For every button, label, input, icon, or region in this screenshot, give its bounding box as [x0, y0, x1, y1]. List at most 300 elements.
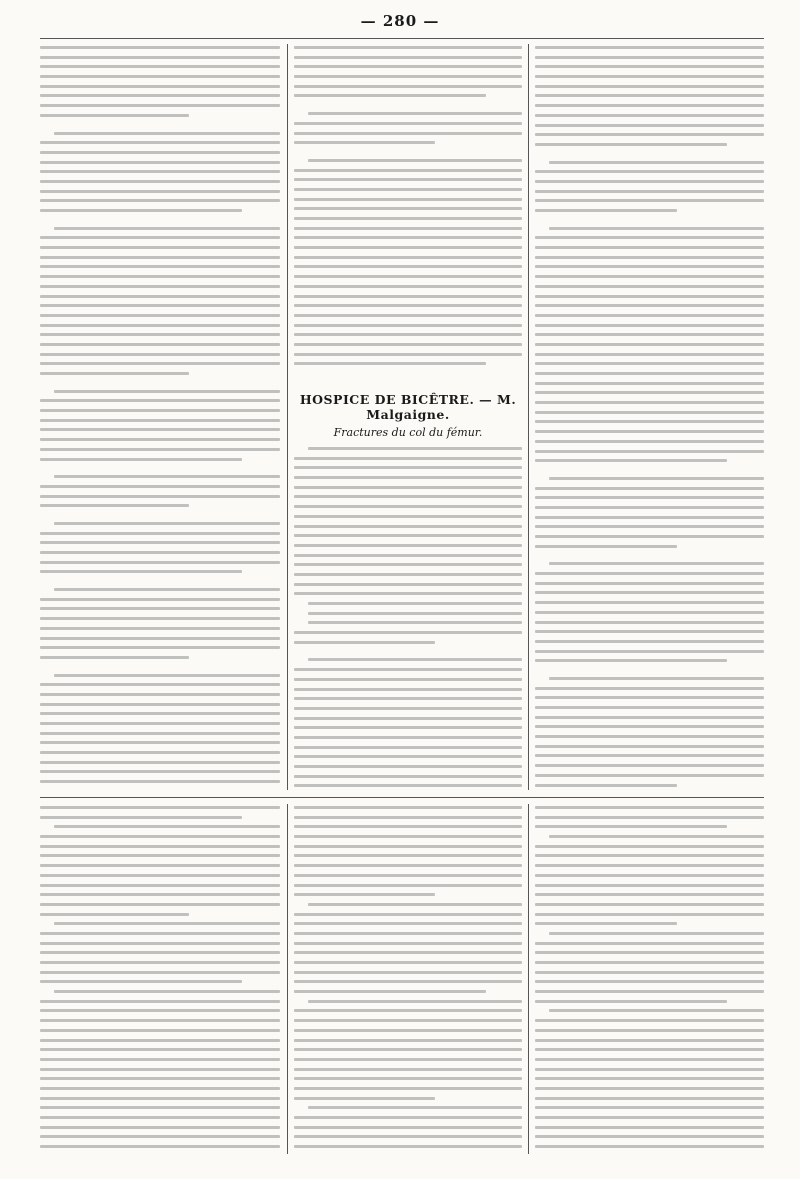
- text-line-placeholder: [535, 754, 764, 757]
- text-line-placeholder: [40, 75, 280, 78]
- text-line-placeholder: [294, 178, 522, 181]
- text-line-placeholder: [40, 343, 280, 346]
- text-line-placeholder: [294, 874, 522, 877]
- text-line-placeholder: [535, 961, 764, 964]
- text-line-placeholder: [294, 717, 522, 720]
- text-line-placeholder: [535, 1019, 764, 1022]
- text-line-placeholder: [535, 706, 764, 709]
- text-line-placeholder: [40, 806, 280, 809]
- text-line-placeholder: [535, 1000, 727, 1003]
- text-line-placeholder: [535, 806, 764, 809]
- text-line-placeholder: [535, 114, 764, 117]
- text-line-placeholder: [40, 854, 280, 857]
- text-line-placeholder: [294, 961, 522, 964]
- text-line-placeholder: [40, 65, 280, 68]
- text-line-placeholder: [535, 382, 764, 385]
- text-line-placeholder: [294, 1116, 522, 1119]
- page-number: — 280 —: [360, 12, 440, 30]
- text-line-placeholder: [40, 532, 280, 535]
- text-line-placeholder: [294, 486, 522, 489]
- text-line-placeholder: [294, 217, 522, 220]
- text-line-placeholder: [294, 265, 522, 268]
- text-line-placeholder: [40, 893, 280, 896]
- paragraph-gap: [294, 104, 522, 112]
- text-line-placeholder: [535, 104, 764, 107]
- text-line-placeholder: [294, 1048, 522, 1051]
- text-line-placeholder: [40, 304, 280, 307]
- text-line-placeholder: [294, 1068, 522, 1071]
- text-line-placeholder: [535, 420, 764, 423]
- text-line-placeholder: [294, 641, 435, 644]
- text-line-placeholder: [40, 419, 280, 422]
- text-line-placeholder: [294, 132, 522, 135]
- text-line-placeholder: [294, 1097, 435, 1100]
- text-line-placeholder: [535, 913, 764, 916]
- text-line-placeholder: [294, 343, 522, 346]
- text-line-placeholder: [40, 295, 280, 298]
- text-line-placeholder: [535, 1097, 764, 1100]
- text-line-placeholder: [40, 845, 280, 848]
- text-line-placeholder: [535, 46, 764, 49]
- text-line-placeholder: [308, 1106, 522, 1109]
- text-line-placeholder: [535, 324, 764, 327]
- text-line-placeholder: [40, 324, 280, 327]
- text-line-placeholder: [40, 104, 280, 107]
- text-line-placeholder: [40, 399, 280, 402]
- text-line-placeholder: [294, 56, 522, 59]
- text-line-placeholder: [294, 775, 522, 778]
- text-line-placeholder: [535, 716, 764, 719]
- text-line-placeholder: [40, 1087, 280, 1090]
- paragraph-gap: [294, 650, 522, 658]
- text-line-placeholder: [54, 522, 280, 525]
- text-line-placeholder: [294, 755, 522, 758]
- text-line-placeholder: [54, 475, 280, 478]
- text-line-placeholder: [40, 732, 280, 735]
- text-line-placeholder: [40, 409, 280, 412]
- paragraph-gap: [40, 382, 280, 390]
- text-line-placeholder: [535, 304, 764, 307]
- text-line-placeholder: [535, 1087, 764, 1090]
- text-line-placeholder: [40, 1077, 280, 1080]
- text-line-placeholder: [40, 1106, 280, 1109]
- text-line-placeholder: [294, 583, 522, 586]
- section-divider: [40, 797, 764, 798]
- header-rule: [40, 38, 764, 39]
- text-line-placeholder: [535, 401, 764, 404]
- bottom-middle-column: [294, 806, 522, 1154]
- text-line-placeholder: [535, 353, 764, 356]
- text-line-placeholder: [294, 75, 522, 78]
- text-line-placeholder: [535, 170, 764, 173]
- text-line-placeholder: [40, 607, 280, 610]
- text-line-placeholder: [40, 170, 280, 173]
- text-line-placeholder: [294, 592, 522, 595]
- text-line-placeholder: [549, 477, 764, 480]
- text-line-placeholder: [535, 601, 764, 604]
- top-left-column: [40, 46, 280, 790]
- text-line-placeholder: [54, 922, 280, 925]
- text-line-placeholder: [294, 246, 522, 249]
- text-line-placeholder: [294, 324, 522, 327]
- text-line-placeholder: [40, 458, 242, 461]
- text-line-placeholder: [40, 712, 280, 715]
- bottom-left-column: [40, 806, 280, 1154]
- text-line-placeholder: [294, 362, 486, 365]
- text-line-placeholder: [294, 922, 522, 925]
- text-line-placeholder: [535, 764, 764, 767]
- text-line-placeholder: [535, 133, 764, 136]
- text-line-placeholder: [294, 932, 522, 935]
- text-line-placeholder: [535, 94, 764, 97]
- text-line-placeholder: [40, 942, 280, 945]
- text-line-placeholder: [294, 353, 522, 356]
- text-line-placeholder: [40, 161, 280, 164]
- text-line-placeholder: [40, 94, 280, 97]
- text-line-placeholder: [308, 658, 522, 661]
- text-line-placeholder: [54, 390, 280, 393]
- text-line-placeholder: [535, 1068, 764, 1071]
- column-divider-4: [528, 804, 529, 1154]
- text-line-placeholder: [294, 563, 522, 566]
- column-divider-1: [287, 44, 288, 790]
- text-line-placeholder: [535, 180, 764, 183]
- text-line-placeholder: [294, 765, 522, 768]
- text-line-placeholder: [294, 1029, 522, 1032]
- text-line-placeholder: [535, 295, 764, 298]
- text-line-placeholder: [40, 951, 280, 954]
- text-line-placeholder: [294, 295, 522, 298]
- text-line-placeholder: [535, 56, 764, 59]
- text-line-placeholder: [294, 554, 522, 557]
- text-line-placeholder: [294, 835, 522, 838]
- text-line-placeholder: [294, 505, 522, 508]
- text-line-placeholder: [308, 447, 522, 450]
- text-line-placeholder: [535, 343, 764, 346]
- text-line-placeholder: [40, 504, 189, 507]
- text-line-placeholder: [535, 265, 764, 268]
- text-line-placeholder: [40, 1126, 280, 1129]
- text-line-placeholder: [40, 961, 280, 964]
- text-line-placeholder: [308, 159, 522, 162]
- text-line-placeholder: [40, 646, 280, 649]
- text-line-placeholder: [535, 774, 764, 777]
- text-line-placeholder: [535, 630, 764, 633]
- text-line-placeholder: [535, 640, 764, 643]
- text-line-placeholder: [294, 707, 522, 710]
- text-line-placeholder: [294, 1009, 522, 1012]
- text-line-placeholder: [40, 362, 280, 365]
- text-line-placeholder: [294, 971, 522, 974]
- text-line-placeholder: [535, 650, 764, 653]
- top-right-column: [535, 46, 764, 790]
- text-line-placeholder: [294, 845, 522, 848]
- text-line-placeholder: [40, 1058, 280, 1061]
- text-line-placeholder: [40, 570, 242, 573]
- text-line-placeholder: [535, 459, 727, 462]
- text-line-placeholder: [535, 1048, 764, 1051]
- text-line-placeholder: [40, 722, 280, 725]
- text-line-placeholder: [535, 516, 764, 519]
- text-line-placeholder: [294, 1039, 522, 1042]
- text-line-placeholder: [40, 372, 189, 375]
- text-line-placeholder: [294, 806, 522, 809]
- text-line-placeholder: [40, 835, 280, 838]
- text-line-placeholder: [535, 735, 764, 738]
- text-line-placeholder: [535, 903, 764, 906]
- paragraph-gap: [294, 151, 522, 159]
- text-line-placeholder: [535, 124, 764, 127]
- text-line-placeholder: [40, 780, 280, 783]
- text-line-placeholder: [535, 256, 764, 259]
- text-line-placeholder: [40, 1135, 280, 1138]
- text-line-placeholder: [40, 333, 280, 336]
- text-line-placeholder: [40, 561, 280, 564]
- column-divider-3: [287, 804, 288, 1154]
- text-line-placeholder: [40, 151, 280, 154]
- text-line-placeholder: [535, 430, 764, 433]
- text-line-placeholder: [40, 598, 280, 601]
- text-line-placeholder: [535, 825, 727, 828]
- text-line-placeholder: [535, 535, 764, 538]
- bottom-right-column: [535, 806, 764, 1154]
- text-line-placeholder: [535, 696, 764, 699]
- text-line-placeholder: [294, 515, 522, 518]
- text-line-placeholder: [40, 265, 280, 268]
- text-line-placeholder: [294, 304, 522, 307]
- text-line-placeholder: [535, 496, 764, 499]
- text-line-placeholder: [40, 693, 280, 696]
- text-line-placeholder: [294, 495, 522, 498]
- text-line-placeholder: [40, 1116, 280, 1119]
- text-line-placeholder: [40, 913, 189, 916]
- text-line-placeholder: [54, 674, 280, 677]
- text-line-placeholder: [294, 746, 522, 749]
- paragraph-gap: [535, 469, 764, 477]
- text-line-placeholder: [308, 612, 522, 615]
- text-line-placeholder: [294, 1019, 522, 1022]
- text-line-placeholder: [535, 285, 764, 288]
- text-line-placeholder: [294, 736, 522, 739]
- text-line-placeholder: [549, 932, 764, 935]
- text-line-placeholder: [294, 990, 486, 993]
- text-line-placeholder: [40, 656, 189, 659]
- text-line-placeholder: [40, 495, 280, 498]
- text-line-placeholder: [308, 621, 522, 624]
- text-line-placeholder: [535, 659, 727, 662]
- text-line-placeholder: [535, 362, 764, 365]
- text-line-placeholder: [40, 761, 280, 764]
- text-line-placeholder: [535, 611, 764, 614]
- paragraph-gap: [535, 153, 764, 161]
- text-line-placeholder: [535, 65, 764, 68]
- text-line-placeholder: [535, 893, 764, 896]
- text-line-placeholder: [54, 227, 280, 230]
- text-line-placeholder: [40, 1145, 280, 1148]
- text-line-placeholder: [40, 180, 280, 183]
- text-line-placeholder: [535, 209, 677, 212]
- column-divider-2: [528, 44, 529, 790]
- text-line-placeholder: [294, 85, 522, 88]
- text-line-placeholder: [535, 525, 764, 528]
- text-line-placeholder: [535, 487, 764, 490]
- text-line-placeholder: [535, 190, 764, 193]
- article-subtitle: Fractures du col du fémur.: [333, 426, 483, 439]
- text-line-placeholder: [294, 980, 522, 983]
- text-line-placeholder: [40, 703, 280, 706]
- text-line-placeholder: [40, 551, 280, 554]
- text-line-placeholder: [40, 874, 280, 877]
- text-line-placeholder: [535, 75, 764, 78]
- text-line-placeholder: [294, 275, 522, 278]
- text-line-placeholder: [294, 188, 522, 191]
- text-line-placeholder: [294, 169, 522, 172]
- text-line-placeholder: [294, 1077, 522, 1080]
- text-line-placeholder: [294, 893, 435, 896]
- text-line-placeholder: [535, 582, 764, 585]
- text-line-placeholder: [40, 190, 280, 193]
- text-line-placeholder: [535, 864, 764, 867]
- text-line-placeholder: [40, 541, 280, 544]
- text-line-placeholder: [535, 246, 764, 249]
- text-line-placeholder: [40, 199, 280, 202]
- text-line-placeholder: [294, 122, 522, 125]
- text-line-placeholder: [294, 884, 522, 887]
- paragraph-gap: [40, 124, 280, 132]
- text-line-placeholder: [535, 199, 764, 202]
- text-line-placeholder: [40, 246, 280, 249]
- text-line-placeholder: [40, 741, 280, 744]
- text-line-placeholder: [40, 1019, 280, 1022]
- text-line-placeholder: [535, 980, 764, 983]
- text-line-placeholder: [54, 825, 280, 828]
- text-line-placeholder: [535, 745, 764, 748]
- text-line-placeholder: [535, 506, 764, 509]
- text-line-placeholder: [294, 1058, 522, 1061]
- text-line-placeholder: [40, 1029, 280, 1032]
- text-line-placeholder: [535, 922, 677, 925]
- text-line-placeholder: [294, 534, 522, 537]
- text-line-placeholder: [40, 1068, 280, 1071]
- text-line-placeholder: [294, 784, 522, 787]
- text-line-placeholder: [40, 46, 280, 49]
- text-line-placeholder: [294, 1145, 522, 1148]
- text-line-placeholder: [535, 874, 764, 877]
- text-line-placeholder: [535, 621, 764, 624]
- text-line-placeholder: [294, 46, 522, 49]
- text-line-placeholder: [40, 448, 280, 451]
- text-line-placeholder: [549, 227, 764, 230]
- text-line-placeholder: [40, 903, 280, 906]
- text-line-placeholder: [294, 678, 522, 681]
- text-line-placeholder: [294, 457, 522, 460]
- text-line-placeholder: [535, 687, 764, 690]
- text-line-placeholder: [294, 697, 522, 700]
- text-line-placeholder: [308, 903, 522, 906]
- text-line-placeholder: [54, 132, 280, 135]
- text-line-placeholder: [535, 990, 764, 993]
- text-line-placeholder: [535, 884, 764, 887]
- text-line-placeholder: [40, 770, 280, 773]
- text-line-placeholder: [40, 980, 242, 983]
- text-line-placeholder: [535, 1135, 764, 1138]
- text-line-placeholder: [535, 951, 764, 954]
- text-line-placeholder: [294, 285, 522, 288]
- text-line-placeholder: [535, 275, 764, 278]
- text-line-placeholder: [294, 141, 435, 144]
- text-line-placeholder: [294, 631, 522, 634]
- text-line-placeholder: [40, 1039, 280, 1042]
- text-line-placeholder: [294, 816, 522, 819]
- text-line-placeholder: [40, 884, 280, 887]
- text-line-placeholder: [294, 668, 522, 671]
- text-line-placeholder: [294, 726, 522, 729]
- text-line-placeholder: [40, 627, 280, 630]
- text-line-placeholder: [535, 314, 764, 317]
- paragraph-gap: [40, 219, 280, 227]
- text-line-placeholder: [308, 602, 522, 605]
- text-line-placeholder: [549, 1009, 764, 1012]
- text-line-placeholder: [308, 112, 522, 115]
- text-line-placeholder: [535, 816, 764, 819]
- text-line-placeholder: [535, 845, 764, 848]
- text-line-placeholder: [40, 864, 280, 867]
- text-line-placeholder: [535, 1029, 764, 1032]
- text-line-placeholder: [535, 1039, 764, 1042]
- text-line-placeholder: [40, 114, 189, 117]
- text-line-placeholder: [535, 391, 764, 394]
- text-line-placeholder: [294, 942, 522, 945]
- text-line-placeholder: [535, 1077, 764, 1080]
- text-line-placeholder: [54, 990, 280, 993]
- text-line-placeholder: [40, 816, 242, 819]
- text-line-placeholder: [294, 207, 522, 210]
- text-line-placeholder: [294, 525, 522, 528]
- paragraph-gap: [40, 514, 280, 522]
- text-line-placeholder: [294, 573, 522, 576]
- text-line-placeholder: [294, 65, 522, 68]
- text-line-placeholder: [535, 1106, 764, 1109]
- text-line-placeholder: [40, 1048, 280, 1051]
- text-line-placeholder: [535, 1145, 764, 1148]
- text-line-placeholder: [535, 143, 727, 146]
- text-line-placeholder: [535, 725, 764, 728]
- text-line-placeholder: [535, 854, 764, 857]
- text-line-placeholder: [535, 942, 764, 945]
- article-title: HOSPICE DE BICÊTRE. — M. Malgaigne.: [299, 392, 517, 422]
- paragraph-gap: [535, 669, 764, 677]
- text-line-placeholder: [549, 835, 764, 838]
- text-line-placeholder: [294, 314, 522, 317]
- text-line-placeholder: [40, 314, 280, 317]
- text-line-placeholder: [535, 591, 764, 594]
- text-line-placeholder: [40, 485, 280, 488]
- text-line-placeholder: [40, 256, 280, 259]
- text-line-placeholder: [40, 438, 280, 441]
- text-line-placeholder: [40, 1097, 280, 1100]
- text-line-placeholder: [535, 450, 764, 453]
- text-line-placeholder: [40, 751, 280, 754]
- text-line-placeholder: [294, 333, 522, 336]
- text-line-placeholder: [54, 588, 280, 591]
- paragraph-gap: [40, 580, 280, 588]
- text-line-placeholder: [294, 913, 522, 916]
- text-line-placeholder: [535, 333, 764, 336]
- text-line-placeholder: [535, 236, 764, 239]
- text-line-placeholder: [294, 94, 486, 97]
- text-line-placeholder: [294, 1126, 522, 1129]
- text-line-placeholder: [294, 1135, 522, 1138]
